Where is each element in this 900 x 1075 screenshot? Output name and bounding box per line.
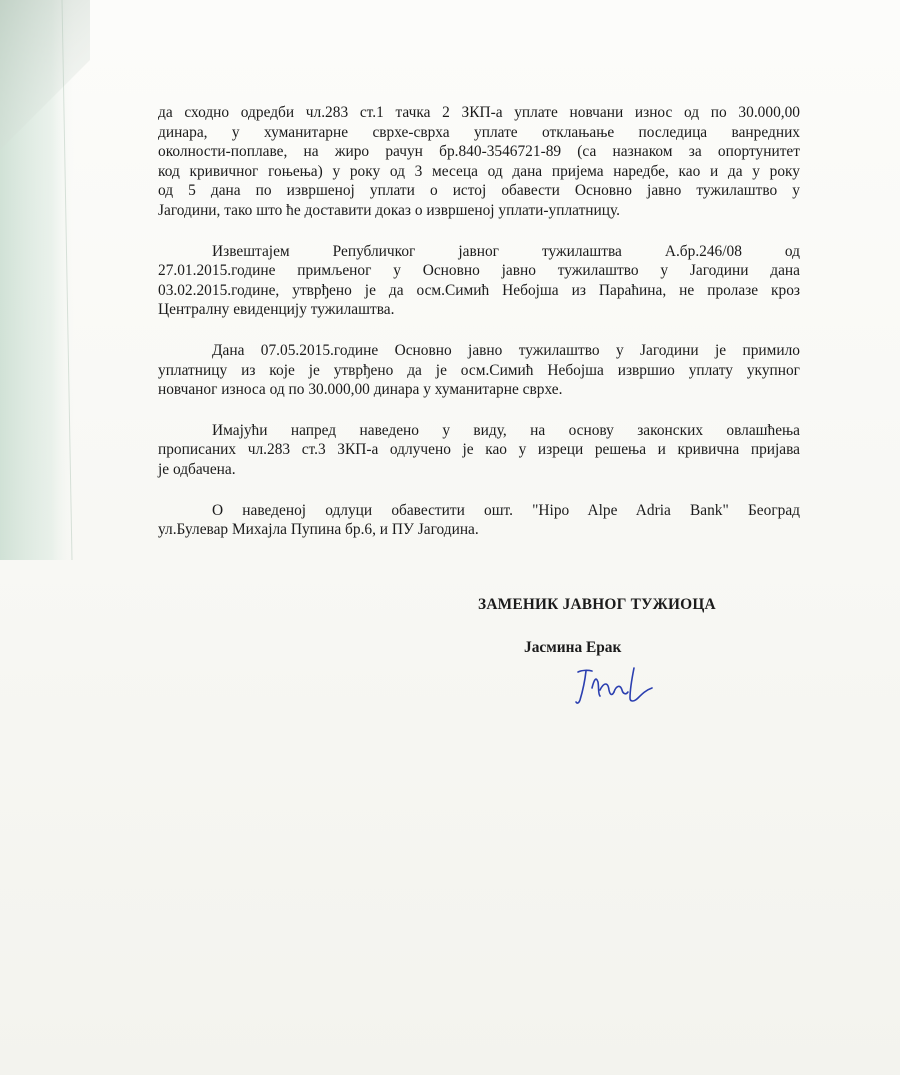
text-line: уплатницу из које је утврђено да је осм.Симић Небојша извршио уплату укупног [158,361,800,379]
text-line: Дана 07.05.2015.године Основно јавно тужилаштво у Јагодини је примило [212,341,800,359]
text-line: Јагодини, тако што ће доставити доказ о извршеној уплати-уплатницу. [158,201,621,219]
text-line: Имајући напред наведено у виду, на основу законских овлашћења [212,421,800,439]
paragraph-decision [158,421,800,480]
text-line: околности-поплаве, на жиро рачун бр.840-3546721-89 (са назнаком за опортунитет [158,143,800,161]
paragraph-prosecution-report [158,242,800,320]
text-line: од 5 дана по извршеној уплати о истој обавести Основно јавно тужилаштво у [158,182,800,200]
paragraph-payment-received [158,341,800,400]
text-line: Извештајем Републичког јавног тужилаштва А.бр.246/08 од [212,242,800,260]
signatory-title: ЗАМЕНИК ЈАВНОГ ТУЖИОЦА [478,596,716,613]
document-body [158,103,800,561]
text-line: је одбачена. [158,460,236,478]
signature-block [478,596,778,656]
signatory-name: Јасмина Ерак [524,639,622,656]
handwritten-signature-icon [568,660,668,710]
text-line: динара, у хуманитарне сврхе-сврха уплате отклањање последица ванредних [158,123,800,141]
paragraph-notification [158,501,800,540]
text-line: О наведеној одлуци обавестити ошт. "Hipo Alpe Adria Bank" Београд [212,501,800,519]
text-line: Централну евиденцију тужилаштва. [158,301,395,319]
text-line: 03.02.2015.године, утврђено је да осм.Симић Небојша из Параћина, не пролазе кроз [158,281,800,299]
text-line: прописаних чл.283 ст.3 ЗКП-а одлучено је као у изреци решења и кривична пријава [158,441,800,459]
text-line: 27.01.2015.године примљеног у Основно јавно тужилаштво у Јагодини дана [158,262,800,280]
scan-edge-tint [0,0,90,560]
text-line: код кривичног гоњења) у року од 3 месеца од дана пријема наредбе, као и да у року [158,162,800,180]
text-line: ул.Булевар Михајла Пупина бр.6, и ПУ Јагодина. [158,521,479,539]
text-line: да сходно одредби чл.283 ст.1 тачка 2 ЗКП-а уплате новчани износ од по 30.000,00 [158,104,800,121]
paragraph-payment-order [158,103,800,221]
text-line: новчаног износа од по 30.000,00 динара у хуманитарне сврхе. [158,381,563,399]
